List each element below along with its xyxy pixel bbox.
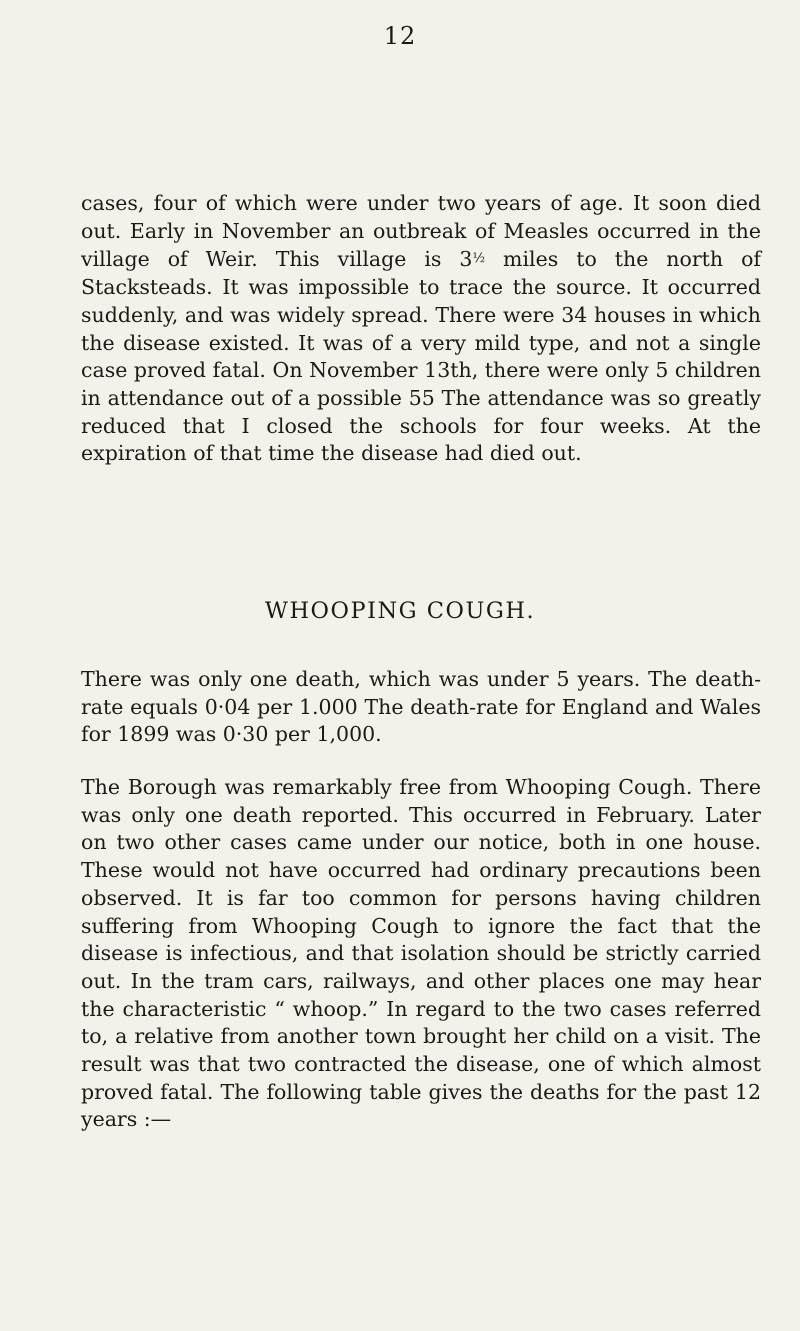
paragraph-measles-part-2: miles to the north of Stacksteads. It was impossible to trace the source. It occurred suddenly, and was widely spread. There were 34 houses in which the disease existed. It was of a very mild type, and not a single case proved fatal. On November 13th, there were only 5 children in attendance out of a possible 55 The attendance was so greatly reduced that I closed the schools for four weeks. At the expiration of that time the disease had died out. [81, 247, 761, 466]
paragraph-measles [81, 190, 761, 468]
page-number: 12 [383, 22, 417, 50]
fraction-half: ½ [472, 251, 486, 267]
paragraph-measles-part-1: cases, four of which were under two years of age. It soon died out. Early in November an outbreak of Measles occurred in the village of Weir. This village is 3 [81, 191, 761, 272]
paragraph-whooping-death-rate: There was only one death, which was under 5 years. The death-rate equals 0·04 per 1.000 The death-rate for England and Wales for 1899 was 0·30 per 1,000. [81, 667, 761, 747]
section-heading-whooping-cough: WHOOPING COUGH. [264, 598, 536, 624]
paragraph-whooping-borough: The Borough was remarkably free from Whooping Cough. There was only one death reported. This occurred in February. Later on two other cases came under our notice, both in one house. These would not have occurred had ordinary precautions been observed. It is far too common for persons having children suffering from Whooping Cough to ignore the fact that the disease is infectious, and that isolation should be strictly carried out. In the tram cars, railways, and other places one may hear the characteristic “ whoop.” In regard to the two cases referred to, a relative from another town brought her child on a visit. The result was that two contracted the disease, one of which almost proved fatal. The following table gives the deaths for the past 12 years :— [81, 775, 761, 1132]
